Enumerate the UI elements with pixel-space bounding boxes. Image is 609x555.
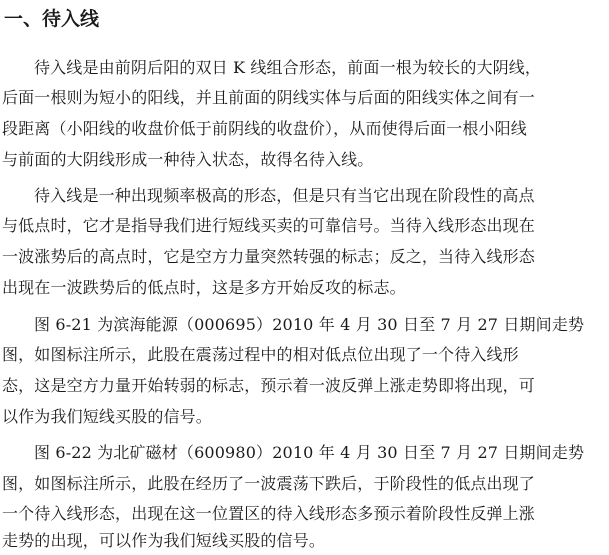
paragraph-line: 与低点时，它才是指导我们进行短线买卖的可靠信号。当待入线形态出现在 (2, 216, 535, 235)
paragraph-line: 出现在一波跌势后的低点时，这是多方开始反攻的标志。 (2, 278, 406, 297)
paragraph-line: 一个待入线形态，出现在这一位置区的待入线形态多预示着阶段性反弹上涨 (2, 504, 535, 523)
paragraph-line: 后面一根则为短小的阳线，并且前面的阴线实体与后面的阳线实体之间有一 (2, 88, 535, 107)
paragraph-line: 以作为我们短线买股的信号。 (2, 407, 212, 426)
paragraph-line: 一波涨势后的高点时，它是空方力量突然转强的标志；反之，当待入线形态 (2, 247, 535, 266)
paragraph-line: 图 6-22 为北矿磁材（600980）2010 年 4 月 30 日至 7 月 27 日期间走势 (34, 443, 585, 462)
paragraph-line: 态，这是空方力量开始转弱的标志，预示着一波反弹上涨走势即将出现，可 (2, 376, 535, 395)
paragraph-line: 图，如图标注所示，此股在震荡过程中的相对低点位出现了一个待入线形 (2, 345, 519, 364)
paragraph-line: 待入线是由前阴后阳的双日 K 线组合形态，前面一根为较长的大阴线， (34, 58, 542, 77)
paragraph-line: 图 6-21 为滨海能源（000695）2010 年 4 月 30 日至 7 月 27 日期间走势 (34, 315, 585, 334)
paragraph-line: 图，如图标注所示，此股在经历了一波震荡下跌后，于阶段性的低点出现了 (2, 474, 535, 493)
paragraph-line: 段距离（小阳线的收盘价低于前阴线的收盘价），从而使得后面一根小阳线 (2, 119, 527, 138)
paragraph-line: 走势的出现，可以作为我们短线买股的信号。 (2, 531, 326, 550)
paragraph-line: 与前面的大阴线形成一种待入状态，故得名待入线。 (2, 150, 374, 169)
section-heading: 一、待入线 (4, 8, 100, 30)
paragraph-line: 待入线是一种出现频率极高的形态，但是只有当它出现在阶段性的高点 (34, 186, 535, 205)
